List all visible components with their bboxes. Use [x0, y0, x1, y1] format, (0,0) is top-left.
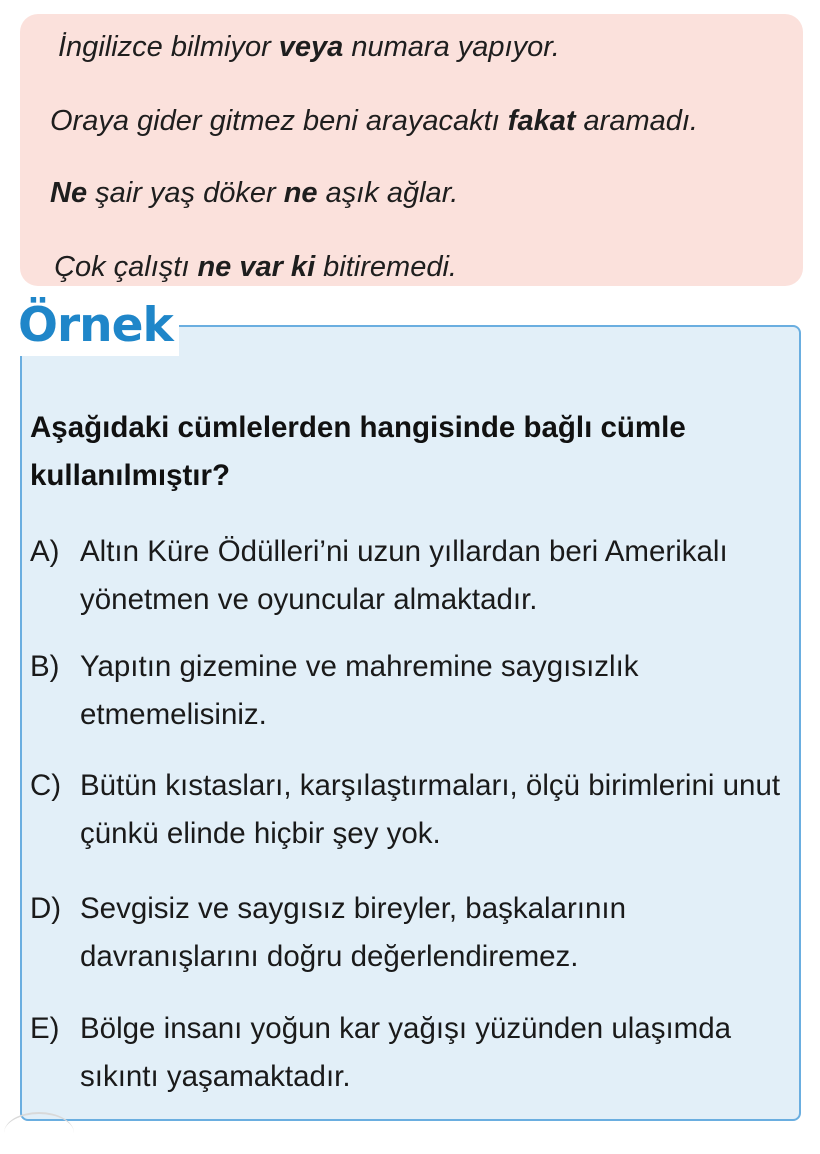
option-text: Bölge insanı yoğun kar yağışı yüzünden ulaşımda sıkıntı yaşamaktadır. [80, 1012, 732, 1093]
question-text: Aşağıdaki cümlelerden hangisinde bağlı cümle kullanılmıştır? [30, 411, 686, 492]
option-text: Bütün kıstasları, karşılaştırmaları, ölçü birimlerini unut çünkü elinde hiçbir şey yok. [80, 769, 781, 850]
conjunction-highlight: ne var ki [197, 251, 316, 283]
option-letter: C) [30, 769, 62, 802]
conjunction-highlight: fakat [507, 105, 576, 137]
example-sentence-3: Ne şair yaş döker ne aşık ağlar. [50, 177, 459, 209]
example-sentence-2: Oraya gider gitmez beni arayacaktı fakat aramadı. [50, 105, 698, 137]
option-letter: D) [30, 892, 62, 925]
example-sentence-1: İngilizce bilmiyor veya numara yapıyor. [58, 31, 560, 63]
example-heading: Örnek [14, 296, 179, 356]
page-curl-decoration [4, 1112, 74, 1154]
option-text: Sevgisiz ve saygısız bireyler, başkalarının davranışlarını doğru değerlendiremez. [80, 892, 626, 973]
conjunction-highlight: veya [278, 31, 344, 63]
example-sentence-4: Çok çalıştı ne var ki bitiremedi. [54, 251, 457, 283]
conjunction-highlight: ne [283, 177, 318, 209]
option-letter: B) [30, 650, 60, 683]
option-text: Yapıtın gizemine ve mahremine saygısızlık etmemelisiniz. [80, 650, 639, 731]
option-text: Altın Küre Ödülleri’ni uzun yıllardan beri Amerikalı yönetmen ve oyuncular almaktadır. [80, 535, 728, 616]
conjunction-highlight: Ne [50, 177, 88, 209]
option-letter: A) [30, 535, 60, 568]
option-letter: E) [30, 1012, 60, 1045]
